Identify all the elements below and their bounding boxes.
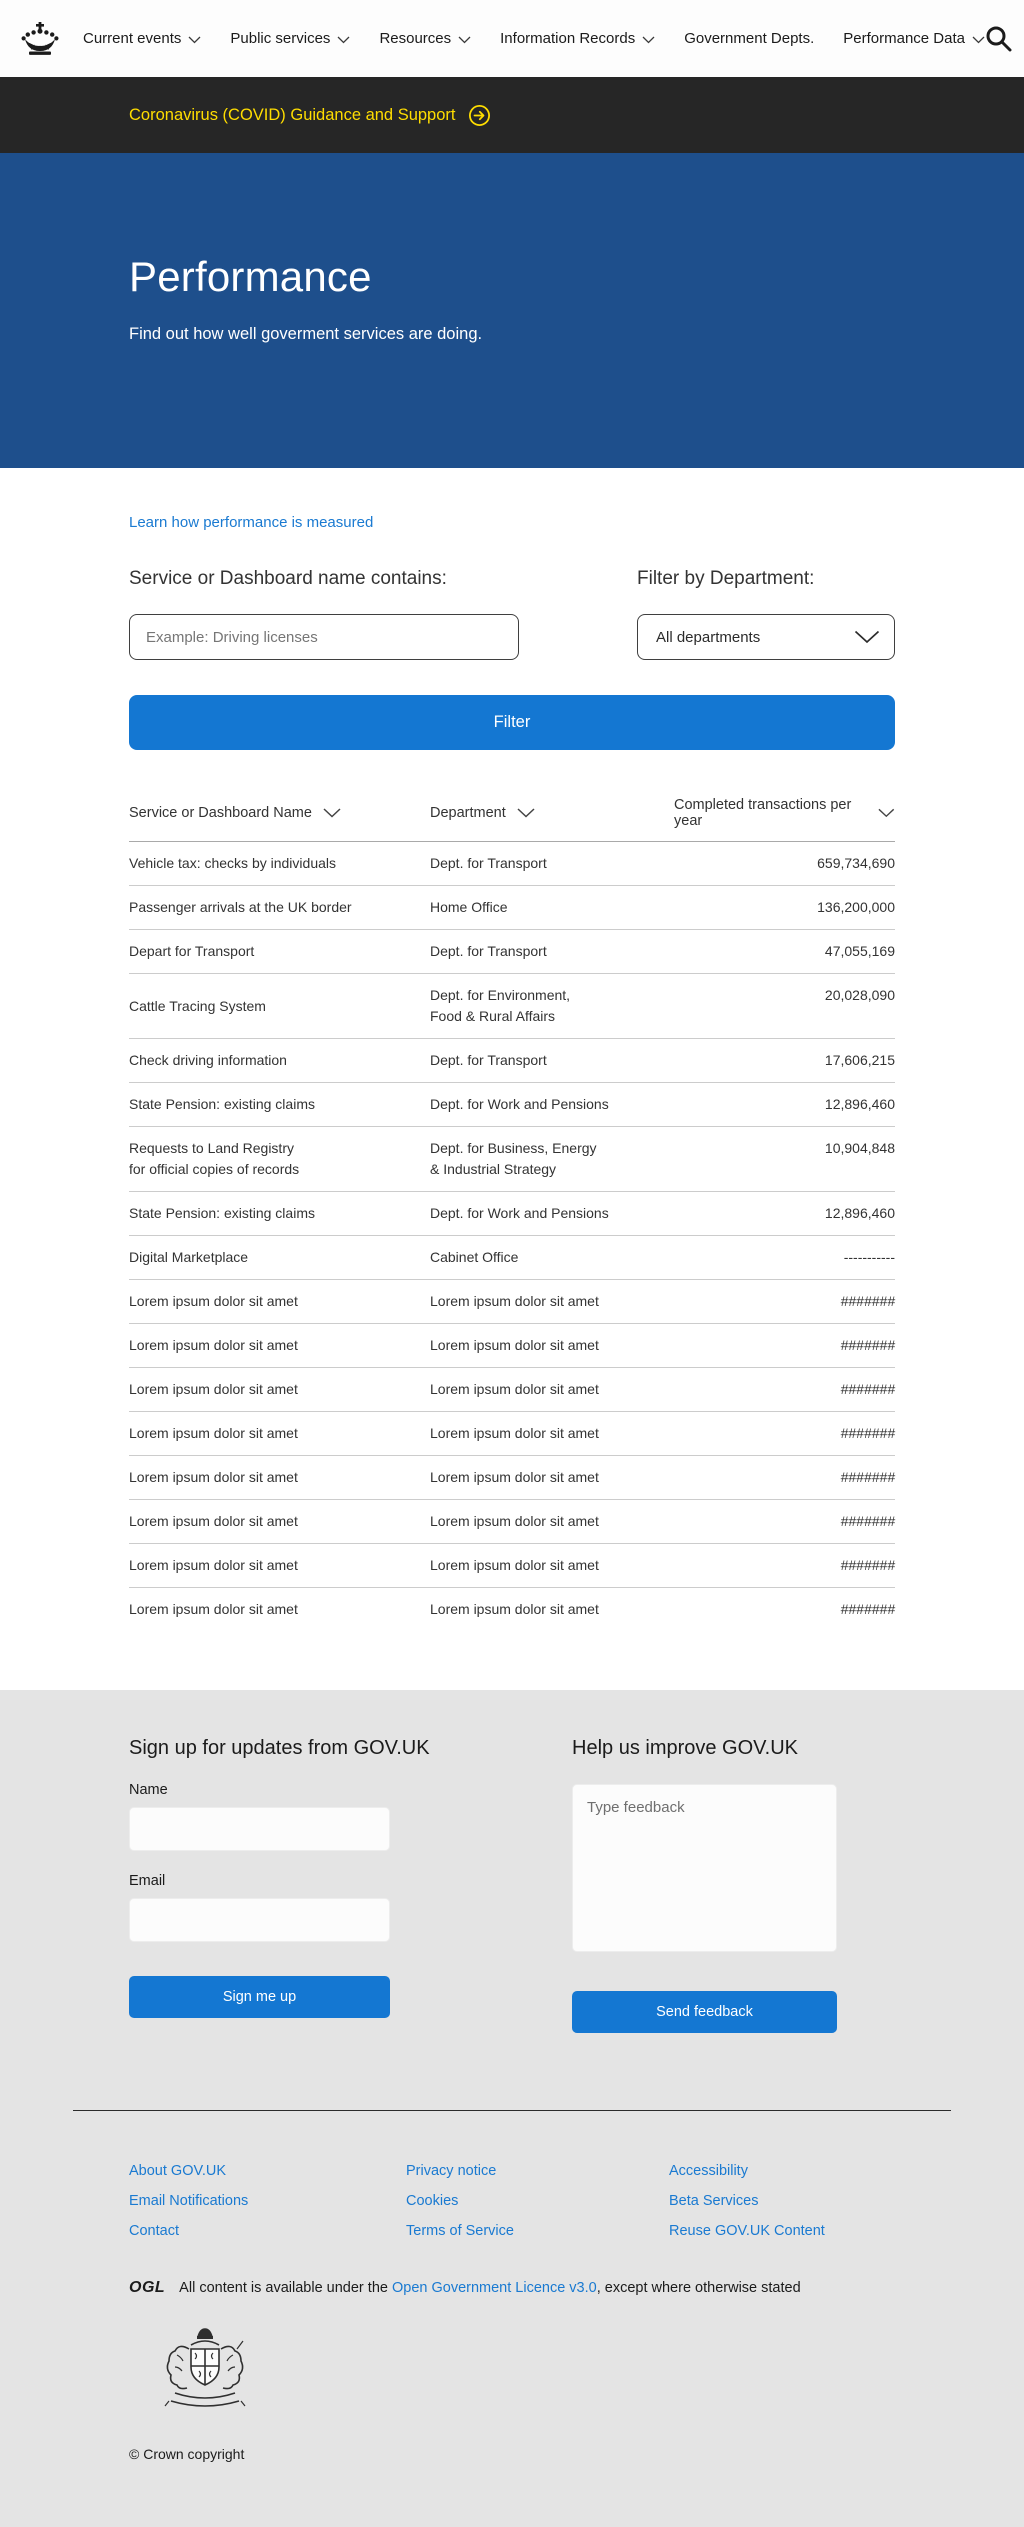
cell-department: Dept. for Work and Pensions (430, 1096, 609, 1112)
cell-service-name: Digital Marketplace (129, 1249, 249, 1265)
arrow-right-circle-icon (468, 104, 491, 127)
table-row (129, 1280, 895, 1324)
send-feedback-button[interactable]: Send feedback (572, 1991, 837, 2033)
table-row (129, 1588, 895, 1631)
footer-links (0, 2111, 1024, 2239)
cell-service-name: Lorem ipsum dolor sit amet (129, 1469, 298, 1485)
main-content (0, 468, 1024, 1690)
table-row (129, 1127, 895, 1192)
cell-department: Dept. for Business, Energy & Industrial Strategy (430, 1140, 597, 1177)
signup-section (129, 1737, 572, 2033)
nav-item-resources[interactable]: Resources (379, 30, 471, 47)
sort-chevron-icon (323, 808, 341, 818)
results-table (129, 797, 895, 1631)
table-row (129, 1544, 895, 1588)
cell-department: Home Office (430, 899, 508, 915)
cell-service-name: Depart for Transport (129, 943, 255, 959)
table-body (129, 842, 895, 1631)
sign-me-up-button[interactable]: Sign me up (129, 1976, 390, 2018)
feedback-title: Help us improve GOV.UK (572, 1737, 799, 1759)
table-row (129, 1324, 895, 1368)
cell-department: Lorem ipsum dolor sit amet (430, 1337, 599, 1353)
feedback-textarea[interactable] (572, 1784, 837, 1952)
table-row (129, 1192, 895, 1236)
cell-department: Dept. for Transport (430, 855, 547, 871)
search-filter-label: Service or Dashboard name contains: (129, 568, 447, 589)
table-row (129, 930, 895, 974)
footer-link[interactable]: Cookies (406, 2193, 459, 2209)
cell-transactions-value: ####### (840, 1381, 895, 1397)
department-filter-label: Filter by Department: (637, 568, 815, 589)
table-row (129, 1083, 895, 1127)
cell-transactions-value: ----------- (843, 1249, 895, 1265)
sort-chevron-icon (517, 808, 535, 818)
footer-link[interactable]: About GOV.UK (129, 2163, 226, 2179)
footer-link[interactable]: Contact (129, 2223, 179, 2239)
cell-department: Lorem ipsum dolor sit amet (430, 1469, 599, 1485)
sort-department-header[interactable]: Department (430, 797, 674, 829)
name-label: Name (129, 1782, 168, 1798)
learn-performance-link[interactable]: Learn how performance is measured (129, 514, 374, 531)
page-footer (0, 1690, 1024, 2527)
nav-item-public-services[interactable]: Public services (230, 30, 350, 47)
covid-banner-label: Coronavirus (COVID) Guidance and Support (129, 105, 456, 124)
nav-item-government-depts[interactable]: Government Depts. (684, 30, 815, 47)
cell-service-name: Lorem ipsum dolor sit amet (129, 1557, 298, 1573)
cell-department: Dept. for Transport (430, 1052, 547, 1068)
covid-banner-link[interactable] (129, 104, 491, 127)
footer-link[interactable]: Privacy notice (406, 2163, 497, 2179)
chevron-down-icon (854, 630, 880, 644)
filter-button[interactable]: Filter (129, 695, 895, 750)
page-subtitle: Find out how well goverment services are doing. (129, 325, 483, 343)
table-row (129, 886, 895, 930)
covid-banner (0, 77, 1024, 153)
cell-service-name: Lorem ipsum dolor sit amet (129, 1293, 298, 1309)
ogl-logo: OGL (129, 2279, 166, 2296)
chevron-down-icon (337, 36, 350, 44)
service-name-search-input[interactable] (129, 614, 519, 660)
department-dropdown[interactable] (637, 614, 895, 660)
sort-service-name-header[interactable]: Service or Dashboard Name (129, 797, 430, 829)
table-row (129, 1412, 895, 1456)
cell-service-name: Lorem ipsum dolor sit amet (129, 1337, 298, 1353)
nav-menu (83, 30, 985, 47)
ogl-row (0, 2239, 1024, 2297)
cell-transactions-value: ####### (840, 1293, 895, 1309)
page-title: Performance (129, 253, 372, 300)
table-row (129, 1236, 895, 1280)
cell-service-name: Check driving information (129, 1052, 287, 1068)
feedback-section (572, 1737, 837, 2033)
cell-transactions-value: 17,606,215 (824, 1052, 895, 1068)
table-row (129, 842, 895, 886)
cell-department: Lorem ipsum dolor sit amet (430, 1293, 599, 1309)
cell-department: Lorem ipsum dolor sit amet (430, 1425, 599, 1441)
signup-title: Sign up for updates from GOV.UK (129, 1737, 430, 1759)
cell-department: Cabinet Office (430, 1249, 519, 1265)
chevron-down-icon (188, 36, 201, 44)
footer-link[interactable]: Accessibility (669, 2163, 748, 2179)
chevron-down-icon (972, 36, 985, 44)
chevron-down-icon (642, 36, 655, 44)
cell-service-name: Lorem ipsum dolor sit amet (129, 1381, 298, 1397)
cell-department: Lorem ipsum dolor sit amet (430, 1601, 599, 1617)
footer-link[interactable]: Reuse GOV.UK Content (669, 2223, 825, 2239)
cell-transactions-value: 659,734,690 (817, 855, 895, 871)
footer-link[interactable]: Email Notifications (129, 2193, 249, 2209)
nav-item-performance-data[interactable]: Performance Data (843, 30, 985, 47)
cell-transactions-value: 47,055,169 (824, 943, 895, 959)
cell-service-name: Vehicle tax: checks by individuals (129, 855, 336, 871)
name-field[interactable] (129, 1807, 390, 1851)
cell-transactions-value: ####### (840, 1601, 895, 1617)
department-dropdown-value: All departments (656, 628, 761, 646)
cell-transactions-value: 136,200,000 (817, 899, 895, 915)
nav-item-information-records[interactable]: Information Records (500, 30, 655, 47)
crown-logo-icon (21, 22, 59, 56)
table-row (129, 1368, 895, 1412)
cell-service-name: Lorem ipsum dolor sit amet (129, 1425, 298, 1441)
cell-transactions-value: 12,896,460 (824, 1205, 895, 1221)
email-field[interactable] (129, 1898, 390, 1942)
cell-transactions-value: 10,904,848 (824, 1140, 895, 1156)
cell-transactions-value: ####### (840, 1337, 895, 1353)
cell-transactions-value: ####### (840, 1469, 895, 1485)
cell-service-name: State Pension: existing claims (129, 1205, 315, 1221)
cell-service-name: Requests to Land Registry for official copies of records (129, 1140, 300, 1177)
top-nav (0, 0, 1024, 77)
table-row (129, 1500, 895, 1544)
cell-transactions-value: 12,896,460 (824, 1096, 895, 1112)
cell-service-name: Cattle Tracing System (129, 997, 266, 1014)
cell-transactions-value: ####### (840, 1425, 895, 1441)
table-row (129, 974, 895, 1039)
table-row (129, 1456, 895, 1500)
sort-transactions-header[interactable]: Completed transactions per year (674, 797, 895, 829)
hero-banner (0, 153, 1024, 468)
cell-service-name: Passenger arrivals at the UK border (129, 899, 352, 915)
cell-service-name: State Pension: existing claims (129, 1096, 315, 1112)
table-header-row (129, 797, 895, 842)
cell-service-name: Lorem ipsum dolor sit amet (129, 1601, 298, 1617)
cell-transactions-value: ####### (840, 1557, 895, 1573)
footer-link[interactable]: Beta Services (669, 2193, 759, 2209)
crown-copyright: © Crown copyright (129, 2446, 245, 2462)
table-row (129, 1039, 895, 1083)
search-icon[interactable] (985, 25, 1012, 52)
cell-department: Dept. for Transport (430, 943, 547, 959)
cell-department: Lorem ipsum dolor sit amet (430, 1557, 599, 1573)
cell-transactions-value: ####### (840, 1513, 895, 1529)
email-label: Email (129, 1873, 166, 1889)
cell-transactions-value: 20,028,090 (824, 987, 895, 1003)
royal-crest-icon (153, 2323, 257, 2415)
cell-service-name: Lorem ipsum dolor sit amet (129, 1513, 298, 1529)
ogl-licence-link[interactable]: Open Government Licence v3.0 (391, 2280, 597, 2296)
cell-department: Lorem ipsum dolor sit amet (430, 1381, 599, 1397)
ogl-text: All content is available under the Open Government Licence v3.0, except where otherwise stated (179, 2280, 801, 2296)
cell-department: Dept. for Work and Pensions (430, 1205, 609, 1221)
sort-chevron-icon (878, 808, 895, 818)
footer-link[interactable]: Terms of Service (406, 2223, 514, 2239)
nav-item-current-events[interactable]: Current events (83, 30, 201, 47)
chevron-down-icon (458, 36, 471, 44)
cell-department: Dept. for Environment, Food & Rural Affairs (430, 987, 571, 1024)
cell-department: Lorem ipsum dolor sit amet (430, 1513, 599, 1529)
